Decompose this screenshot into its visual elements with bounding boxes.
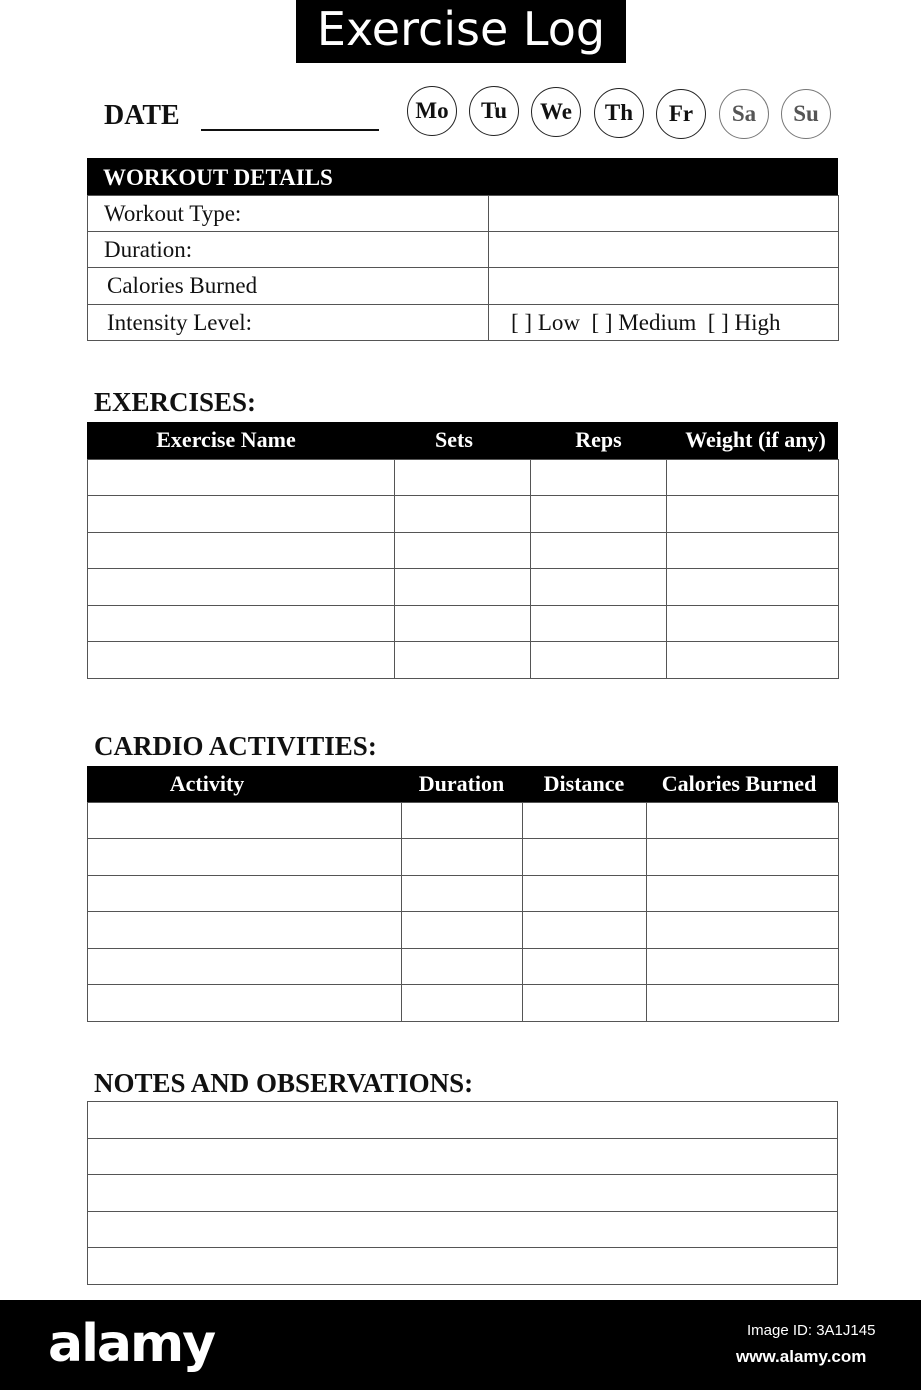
day-circle-mon[interactable]: Mo <box>407 86 457 136</box>
table-cell[interactable] <box>667 642 839 679</box>
cardio-title: CARDIO ACTIVITIES: <box>94 731 377 761</box>
table-cell[interactable] <box>667 496 839 533</box>
workout-type-field[interactable] <box>489 196 839 232</box>
day-circle-fri[interactable]: Fr <box>656 89 706 139</box>
table-row <box>88 912 839 949</box>
col-sets: Sets <box>435 427 473 452</box>
table-cell[interactable] <box>667 606 839 642</box>
date-label: DATE <box>104 100 180 131</box>
table-cell[interactable] <box>395 642 531 679</box>
day-circle-wed[interactable]: We <box>531 87 581 137</box>
table-row <box>88 606 839 642</box>
table-row <box>88 460 839 496</box>
col-weight: Weight (if any) <box>685 427 826 452</box>
table-cell[interactable] <box>523 912 647 949</box>
notes-table <box>87 1101 838 1285</box>
table-cell[interactable] <box>88 803 402 839</box>
notes-title: NOTES AND OBSERVATIONS: <box>94 1068 474 1098</box>
cardio-header <box>87 766 838 802</box>
table-row <box>88 949 839 985</box>
table-cell[interactable] <box>647 985 839 1022</box>
table-cell[interactable] <box>88 496 395 533</box>
table-cell[interactable] <box>647 912 839 949</box>
table-cell[interactable] <box>395 460 531 496</box>
workout-type-label: Workout Type: <box>88 196 489 232</box>
table-cell[interactable] <box>667 569 839 606</box>
table-cell[interactable] <box>531 496 667 533</box>
workout-details-header <box>87 158 838 195</box>
table-cell[interactable] <box>395 533 531 569</box>
col-activity: Activity <box>169 771 245 796</box>
table-row <box>88 985 839 1022</box>
exercises-title: EXERCISES: <box>94 387 257 417</box>
table-row <box>88 533 839 569</box>
day-circle-sun[interactable]: Su <box>781 89 831 139</box>
table-cell[interactable] <box>402 876 523 912</box>
notes-line <box>88 1175 838 1212</box>
page-title: Exercise Log <box>296 0 626 63</box>
table-cell[interactable] <box>402 985 523 1022</box>
workout-details-title: WORKOUT DETAILS <box>103 165 333 190</box>
table-cell[interactable] <box>647 839 839 876</box>
col-cardio-duration: Duration <box>418 771 505 796</box>
calories-field[interactable] <box>489 268 839 305</box>
watermark-footer <box>0 1300 921 1390</box>
exercises-header <box>87 422 838 459</box>
table-row <box>88 876 839 912</box>
table-cell[interactable] <box>523 876 647 912</box>
image-id: Image ID: 3A1J145 <box>747 1322 876 1339</box>
notes-line <box>88 1139 838 1175</box>
table-row <box>88 642 839 679</box>
cardio-table <box>87 802 839 1022</box>
table-row <box>88 496 839 533</box>
table-cell[interactable] <box>531 569 667 606</box>
table-row <box>88 839 839 876</box>
col-distance: Distance <box>543 771 625 796</box>
table-cell[interactable] <box>531 460 667 496</box>
date-input-line[interactable] <box>201 129 379 131</box>
notes-field[interactable] <box>88 1212 838 1248</box>
table-cell[interactable] <box>402 912 523 949</box>
table-cell[interactable] <box>531 606 667 642</box>
table-cell[interactable] <box>88 642 395 679</box>
duration-field[interactable] <box>489 232 839 268</box>
notes-field[interactable] <box>88 1139 838 1175</box>
calories-label: Calories Burned <box>88 268 489 305</box>
notes-field[interactable] <box>88 1248 838 1285</box>
table-cell[interactable] <box>402 803 523 839</box>
table-cell[interactable] <box>88 949 402 985</box>
table-cell[interactable] <box>88 839 402 876</box>
table-row <box>88 569 839 606</box>
table-cell[interactable] <box>402 949 523 985</box>
intensity-label: Intensity Level: <box>88 305 489 341</box>
table-cell[interactable] <box>88 569 395 606</box>
notes-line <box>88 1212 838 1248</box>
table-cell[interactable] <box>523 803 647 839</box>
notes-line <box>88 1248 838 1285</box>
site-url: www.alamy.com <box>736 1347 867 1366</box>
table-cell[interactable] <box>667 533 839 569</box>
table-cell[interactable] <box>647 803 839 839</box>
table-cell[interactable] <box>88 876 402 912</box>
table-cell[interactable] <box>395 496 531 533</box>
notes-field[interactable] <box>88 1102 838 1139</box>
workout-details-table <box>87 195 839 341</box>
table-cell[interactable] <box>523 839 647 876</box>
table-cell[interactable] <box>395 569 531 606</box>
notes-line <box>88 1102 838 1139</box>
table-cell[interactable] <box>88 606 395 642</box>
table-cell[interactable] <box>88 912 402 949</box>
table-cell[interactable] <box>395 606 531 642</box>
table-cell[interactable] <box>523 949 647 985</box>
table-cell[interactable] <box>647 949 839 985</box>
table-cell[interactable] <box>531 533 667 569</box>
exercises-table <box>87 459 839 679</box>
table-cell[interactable] <box>88 533 395 569</box>
col-cardio-calories: Calories Burned <box>661 771 817 796</box>
day-circle-tue[interactable]: Tu <box>469 86 519 136</box>
day-circle-sat[interactable]: Sa <box>719 89 769 139</box>
table-row <box>88 803 839 839</box>
col-reps: Reps <box>575 427 622 452</box>
table-cell[interactable] <box>667 460 839 496</box>
alamy-logo: alamy <box>48 1314 215 1374</box>
duration-label: Duration: <box>88 232 489 268</box>
table-cell[interactable] <box>402 839 523 876</box>
table-cell[interactable] <box>531 642 667 679</box>
col-exercise-name: Exercise Name <box>156 427 296 452</box>
table-cell[interactable] <box>523 985 647 1022</box>
day-circle-thu[interactable]: Th <box>594 88 644 138</box>
notes-field[interactable] <box>88 1175 838 1212</box>
table-cell[interactable] <box>647 876 839 912</box>
intensity-options[interactable]: [ ] Low [ ] Medium [ ] High <box>489 305 839 341</box>
table-cell[interactable] <box>88 460 395 496</box>
table-cell[interactable] <box>88 985 402 1022</box>
